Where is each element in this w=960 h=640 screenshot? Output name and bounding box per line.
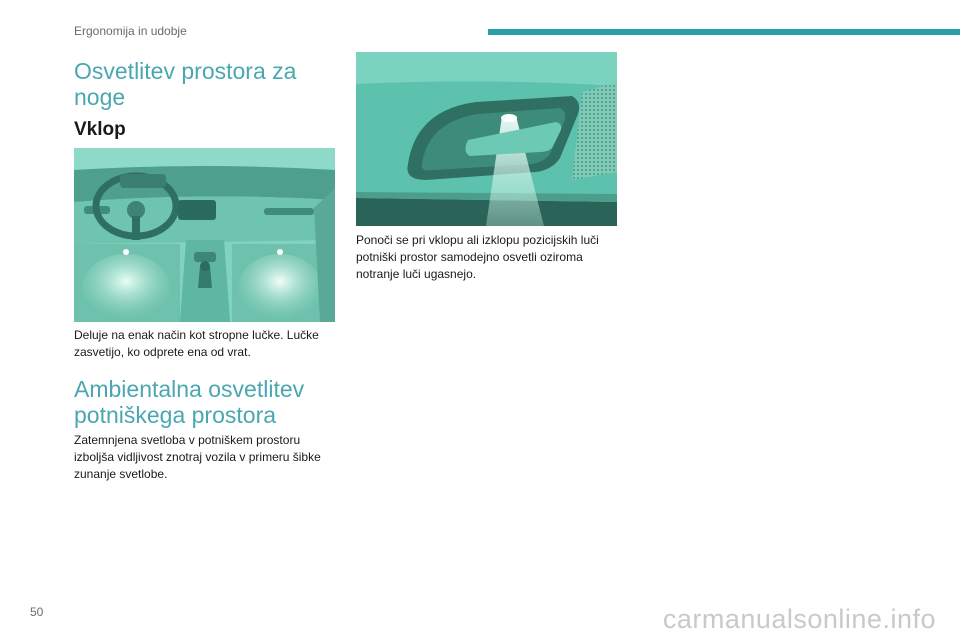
door-handle-svg [356, 52, 617, 226]
door-light-description: Ponoči se pri vklopu ali izklopu pozicijskih luči potniški prostor samodejno osvetli oziroma notranje luči ugasnejo. [356, 233, 599, 281]
footwell-description: Deluje na enak način kot stropne lučke. Lučke zasvetijo, ko odprete ena od vrat. [74, 328, 319, 359]
header-accent-bar [488, 29, 960, 35]
subheading-switch-on: Vklop [74, 119, 126, 140]
heading-footwell-lighting: Osvetlitev prostora za noge [74, 58, 297, 110]
watermark-text: carmanualsonline.info [662, 604, 936, 634]
page-number: 50 [30, 605, 44, 619]
door-handle-illustration [356, 52, 617, 226]
heading-ambient-lighting: Ambientalna osvetlitev potniškega prostora [74, 376, 305, 428]
ambient-description: Zatemnjena svetloba v potniškem prostoru izboljša vidljivost znotraj vozila v primeru šibke zunanje svetlobe. [74, 433, 321, 481]
section-title: Ergonomija in udobje [74, 24, 187, 38]
dashboard-footwell-illustration [74, 148, 335, 322]
dashboard-svg [74, 148, 335, 322]
